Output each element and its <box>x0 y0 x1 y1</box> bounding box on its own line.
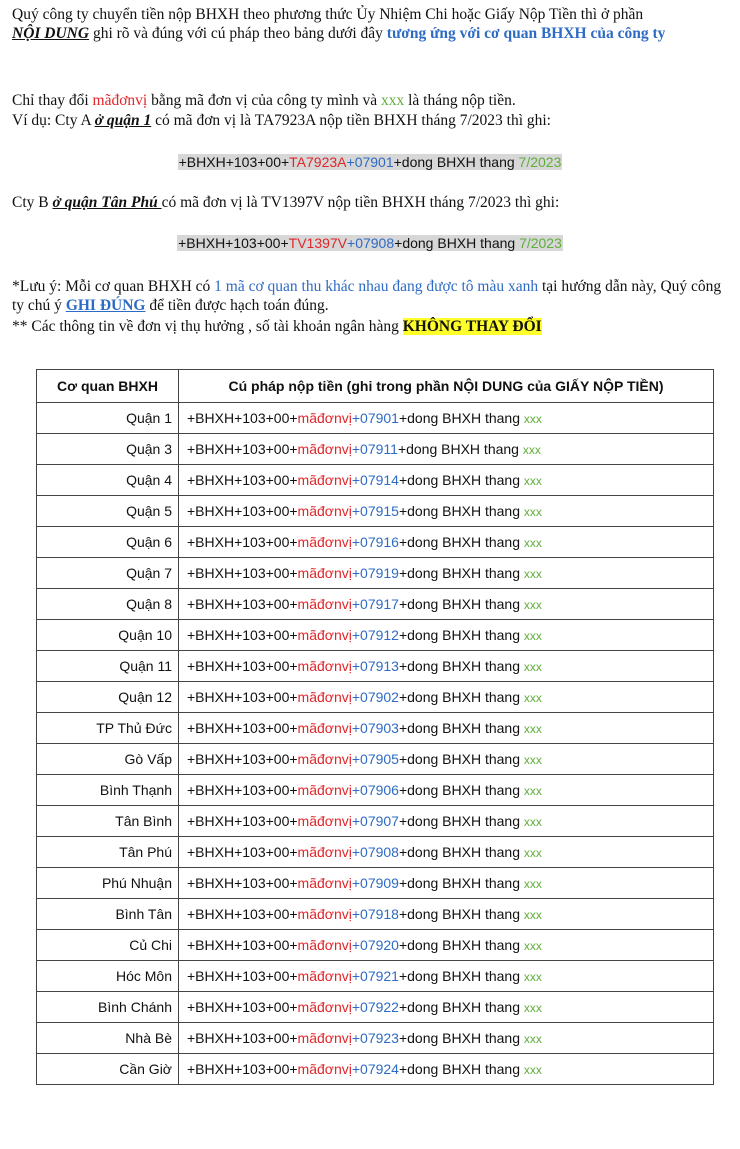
table-row <box>37 589 714 620</box>
syntax-unit: mãđơnvị <box>297 999 352 1015</box>
syntax-plus: + <box>351 968 361 984</box>
syntax-prefix: +BHXH+103+00+ <box>187 906 298 922</box>
table-row <box>37 744 714 775</box>
note-text: *Lưu ý: Mỗi cơ quan BHXH có <box>12 278 215 295</box>
syntax-suffix: +dong BHXH thang <box>398 410 524 426</box>
agency-cell: Quận 10 <box>37 620 179 651</box>
syntax-cell <box>179 682 714 713</box>
syntax-prefix: +BHXH+103+00+ <box>187 844 298 860</box>
syntax-month: 7/2023 <box>519 235 562 251</box>
syntax-unit: mãđơnvị <box>297 596 352 612</box>
syntax-prefix: +BHXH+103+00+ <box>187 999 298 1015</box>
syntax-code: 07919 <box>360 565 399 581</box>
syntax-unit: mãđơnvị <box>297 627 352 643</box>
syntax-prefix: +BHXH+103+00+ <box>187 565 298 581</box>
syntax-code: 07923 <box>360 1030 399 1046</box>
example-b-syntax <box>0 233 740 253</box>
syntax-month: xxx <box>523 1001 542 1015</box>
syntax-code: 07922 <box>360 999 399 1015</box>
agency-cell: Bình Thạnh <box>37 775 179 806</box>
agency-cell: TP Thủ Đức <box>37 713 179 744</box>
syntax-cell <box>179 403 714 434</box>
table-row <box>37 868 714 899</box>
syntax-prefix: +BHXH+103+00+ <box>187 751 298 767</box>
syntax-plus: + <box>351 844 361 860</box>
syntax-plus: + <box>351 906 361 922</box>
syntax-cell <box>179 1054 714 1085</box>
example-a-paragraph <box>12 111 728 130</box>
syntax-unit: mãđơnvị <box>297 782 352 798</box>
syntax-suffix: +dong BHXH thang <box>394 235 520 251</box>
syntax-suffix: +dong BHXH thang <box>398 503 524 519</box>
table-row <box>37 899 714 930</box>
table-row <box>37 775 714 806</box>
syntax-code: 07902 <box>360 689 399 705</box>
syntax-suffix: +dong BHXH thang <box>398 627 524 643</box>
syntax-plus: + <box>351 751 361 767</box>
syntax-plus: + <box>351 689 361 705</box>
syntax-prefix: +BHXH+103+00+ <box>187 813 298 829</box>
syntax-unit: mãđơnvị <box>297 1030 352 1046</box>
syntax-code: 07903 <box>360 720 399 736</box>
syntax-code: 07913 <box>360 658 399 674</box>
syntax-month: xxx <box>523 784 542 798</box>
syntax-month: xxx <box>523 753 542 767</box>
syntax-cell <box>179 744 714 775</box>
agency-cell: Cần Giờ <box>37 1054 179 1085</box>
syntax-cell <box>179 713 714 744</box>
syntax-prefix: +BHXH+103+00+ <box>187 503 298 519</box>
syntax-cell <box>179 930 714 961</box>
syntax-suffix: +dong BHXH thang <box>397 441 523 457</box>
syntax-suffix: +dong BHXH thang <box>398 782 524 798</box>
syntax-plus: + <box>351 875 361 891</box>
syntax-month: xxx <box>523 598 542 612</box>
agency-cell: Bình Tân <box>37 899 179 930</box>
syntax-plus: + <box>351 937 361 953</box>
example-a-syntax <box>0 152 740 172</box>
table-body <box>37 403 714 1085</box>
syntax-unit: mãđơnvị <box>297 937 352 953</box>
syntax-prefix: +BHXH+103+00+ <box>187 410 298 426</box>
syntax-code: 07907 <box>360 813 399 829</box>
syntax-unit: mãđơnvị <box>297 658 352 674</box>
agency-cell: Tân Phú <box>37 837 179 868</box>
syntax-unit: mãđơnvị <box>297 813 352 829</box>
syntax-cell <box>179 806 714 837</box>
syntax-code: 07917 <box>360 596 399 612</box>
syntax-code: 07905 <box>360 751 399 767</box>
syntax-plus: + <box>351 782 361 798</box>
intro-paragraph <box>12 5 728 43</box>
syntax-cell <box>179 527 714 558</box>
syntax-plus: + <box>351 813 361 829</box>
agency-cell: Quận 3 <box>37 434 179 465</box>
syntax-month: 7/2023 <box>518 154 562 170</box>
syntax-suffix: +dong BHXH thang <box>398 658 524 674</box>
syntax-plus: + <box>347 235 356 251</box>
agency-cell: Bình Chánh <box>37 992 179 1023</box>
syntax-cell <box>179 558 714 589</box>
syntax-prefix: +BHXH+103+00+ <box>187 875 298 891</box>
agency-cell: Tân Bình <box>37 806 179 837</box>
syntax-cell <box>179 992 714 1023</box>
syntax-suffix: +dong BHXH thang <box>398 906 524 922</box>
agency-cell: Hóc Môn <box>37 961 179 992</box>
syntax-suffix: +dong BHXH thang <box>398 999 524 1015</box>
note-2-text: ** Các thông tin về đơn vị thụ hưởng , số tài khoản ngân hàng <box>12 318 403 335</box>
syntax-code: 07912 <box>360 627 399 643</box>
syntax-table <box>36 369 714 1085</box>
note-text-3: để tiền được hạch toán đúng. <box>145 297 329 314</box>
syntax-unit: mãđơnvị <box>297 968 352 984</box>
note-2-paragraph <box>12 317 728 336</box>
agency-cell: Quận 1 <box>37 403 179 434</box>
syntax-unit: mãđơnvị <box>297 441 352 457</box>
syntax-unit: TV1397V <box>288 235 348 251</box>
table-row <box>37 527 714 558</box>
syntax-plus: + <box>351 503 361 519</box>
syntax-cell <box>179 837 714 868</box>
syntax-month: xxx <box>522 443 541 457</box>
syntax-month: xxx <box>523 474 542 488</box>
syntax-prefix: +BHXH+103+00+ <box>187 1030 298 1046</box>
syntax-code: 07920 <box>360 937 399 953</box>
syntax-prefix: +BHXH+103+00+ <box>187 627 298 643</box>
syntax-unit: mãđơnvị <box>297 875 352 891</box>
instruction-text: Chỉ thay đổi <box>12 92 93 109</box>
example-a-location: ở quận 1 <box>94 112 152 129</box>
agency-cell: Gò Vấp <box>37 744 179 775</box>
syntax-cell <box>179 465 714 496</box>
syntax-suffix: +dong BHXH thang <box>398 844 524 860</box>
agency-cell: Quận 12 <box>37 682 179 713</box>
example-b-paragraph <box>12 193 728 212</box>
syntax-month: xxx <box>523 412 542 426</box>
example-b-text-2: có mã đơn vị là TV1397V nộp tiền BHXH tháng 7/2023 thì ghi: <box>161 194 560 211</box>
syntax-unit: mãđơnvị <box>297 534 352 550</box>
syntax-month: xxx <box>523 629 542 643</box>
instruction-text-3: là tháng nộp tiền. <box>404 92 516 109</box>
syntax-suffix: +dong BHXH thang <box>398 689 524 705</box>
syntax-cell <box>179 651 714 682</box>
syntax-suffix: +dong BHXH thang <box>398 534 524 550</box>
table-row <box>37 682 714 713</box>
syntax-unit: mãđơnvị <box>297 689 352 705</box>
syntax-plus: + <box>351 534 361 550</box>
syntax-suffix: +dong BHXH thang <box>398 1030 524 1046</box>
intro-text-2: ghi rõ và đúng với cú pháp theo bảng dưới đây <box>89 25 387 42</box>
syntax-suffix: +dong BHXH thang <box>398 937 524 953</box>
instruction-paragraph <box>12 91 728 110</box>
syntax-month: xxx <box>523 722 542 736</box>
syntax-unit: mãđơnvị <box>297 1061 352 1077</box>
syntax-suffix: +dong BHXH thang <box>398 1061 524 1077</box>
syntax-cell <box>179 1023 714 1054</box>
syntax-prefix: +BHXH+103+00+ <box>187 1061 298 1077</box>
syntax-code: 07918 <box>360 906 399 922</box>
table-row <box>37 403 714 434</box>
table-row <box>37 496 714 527</box>
syntax-unit: mãđơnvị <box>297 410 352 426</box>
syntax-month: xxx <box>523 970 542 984</box>
syntax-month: xxx <box>523 1063 542 1077</box>
syntax-plus: + <box>351 627 361 643</box>
syntax-code: 07909 <box>360 875 399 891</box>
example-a-text-2: có mã đơn vị là TA7923A nộp tiền BHXH tháng 7/2023 thì ghi: <box>151 112 551 129</box>
note-paragraph <box>12 277 728 315</box>
agency-cell: Quận 4 <box>37 465 179 496</box>
syntax-unit: TA7923A <box>289 154 347 170</box>
syntax-prefix: +BHXH+103+00+ <box>187 720 298 736</box>
table-row <box>37 651 714 682</box>
syntax-suffix: +dong BHXH thang <box>398 720 524 736</box>
syntax-code: 07901 <box>354 154 394 170</box>
syntax-unit: mãđơnvị <box>297 565 352 581</box>
syntax-cell <box>179 434 714 465</box>
table-row <box>37 558 714 589</box>
syntax-cell <box>179 899 714 930</box>
syntax-month: xxx <box>523 1032 542 1046</box>
table-row <box>37 930 714 961</box>
agency-cell: Phú Nhuận <box>37 868 179 899</box>
syntax-code: 07908 <box>360 844 399 860</box>
syntax-prefix: +BHXH+103+00+ <box>187 534 298 550</box>
syntax-suffix: +dong BHXH thang <box>398 968 524 984</box>
syntax-unit: mãđơnvị <box>297 844 352 860</box>
note-text-2: tại hướng dẫn này, Quý công ty chú ý <box>12 278 722 314</box>
syntax-prefix: +BHXH+103+00+ <box>187 441 298 457</box>
table-row <box>37 1023 714 1054</box>
table-row <box>37 620 714 651</box>
syntax-plus: + <box>351 999 361 1015</box>
table-row <box>37 806 714 837</box>
table-row <box>37 465 714 496</box>
syntax-prefix: +BHXH+103+00+ <box>187 937 298 953</box>
example-a-text: Ví dụ: Cty A <box>12 112 95 129</box>
syntax-cell <box>179 496 714 527</box>
syntax-cell <box>179 620 714 651</box>
syntax-code: 07924 <box>360 1061 399 1077</box>
syntax-plus: + <box>351 410 361 426</box>
instruction-text-2: bằng mã đơn vị của công ty mình và <box>147 92 381 109</box>
table-row <box>37 961 714 992</box>
syntax-prefix: +BHXH+103+00+ <box>178 235 289 251</box>
month-placeholder: xxx <box>380 92 405 109</box>
syntax-month: xxx <box>523 939 542 953</box>
agency-cell: Nhà Bè <box>37 1023 179 1054</box>
syntax-plus: + <box>351 1061 361 1077</box>
syntax-prefix: +BHXH+103+00+ <box>187 472 298 488</box>
unchanged-highlight: KHÔNG THAY ĐỔI <box>402 318 542 335</box>
agency-cell: Quận 6 <box>37 527 179 558</box>
syntax-plus: + <box>351 658 361 674</box>
header-agency: Cơ quan BHXH <box>37 370 179 403</box>
syntax-cell <box>179 961 714 992</box>
syntax-month: xxx <box>523 567 542 581</box>
agency-cell: Quận 7 <box>37 558 179 589</box>
syntax-prefix: +BHXH+103+00+ <box>187 968 298 984</box>
syntax-month: xxx <box>523 536 542 550</box>
syntax-suffix: +dong BHXH thang <box>398 813 524 829</box>
noi-dung-label: NỘI DUNG <box>12 25 90 42</box>
table-header-row <box>37 370 714 403</box>
agency-cell: Củ Chi <box>37 930 179 961</box>
table-row <box>37 992 714 1023</box>
intro-agency-note: tương ứng với cơ quan BHXH của công ty <box>386 25 666 42</box>
syntax-unit: mãđơnvị <box>297 720 352 736</box>
syntax-suffix: +dong BHXH thang <box>398 565 524 581</box>
intro-text: Quý công ty chuyển tiền nộp BHXH theo phương thức Ủy Nhiệm Chi hoặc Giấy Nộp Tiền thì ở phần <box>12 6 644 23</box>
syntax-plus: + <box>351 441 361 457</box>
syntax-plus: + <box>351 596 361 612</box>
table-row <box>37 1054 714 1085</box>
syntax-plus: + <box>351 472 361 488</box>
syntax-prefix: +BHXH+103+00+ <box>187 658 298 674</box>
unit-code-placeholder: mãđơnvị <box>92 92 148 109</box>
syntax-code: 07901 <box>360 410 399 426</box>
syntax-unit: mãđơnvị <box>297 503 352 519</box>
syntax-month: xxx <box>523 846 542 860</box>
syntax-code: 07914 <box>360 472 399 488</box>
syntax-month: xxx <box>523 691 542 705</box>
syntax-plus: + <box>351 1030 361 1046</box>
syntax-prefix: +BHXH+103+00+ <box>187 596 298 612</box>
syntax-prefix: +BHXH+103+00+ <box>187 689 298 705</box>
agency-cell: Quận 5 <box>37 496 179 527</box>
ghi-dung-label: GHI ĐÚNG <box>65 297 146 314</box>
table-row <box>37 837 714 868</box>
table-row <box>37 434 714 465</box>
syntax-code: 07921 <box>360 968 399 984</box>
example-b-text: Cty B <box>12 194 53 211</box>
syntax-suffix: +dong BHXH thang <box>398 875 524 891</box>
agency-cell: Quận 8 <box>37 589 179 620</box>
syntax-suffix: +dong BHXH thang <box>398 751 524 767</box>
syntax-cell <box>179 775 714 806</box>
syntax-suffix: +dong BHXH thang <box>393 154 519 170</box>
syntax-plus: + <box>346 154 355 170</box>
syntax-month: xxx <box>523 815 542 829</box>
syntax-code: 07911 <box>360 441 398 457</box>
syntax-plus: + <box>351 565 361 581</box>
syntax-cell <box>179 589 714 620</box>
syntax-plus: + <box>351 720 361 736</box>
syntax-month: xxx <box>523 660 542 674</box>
table-row <box>37 713 714 744</box>
syntax-prefix: +BHXH+103+00+ <box>178 154 290 170</box>
syntax-code: 07915 <box>360 503 399 519</box>
syntax-code: 07908 <box>355 235 395 251</box>
syntax-suffix: +dong BHXH thang <box>398 596 524 612</box>
syntax-month: xxx <box>523 505 542 519</box>
header-syntax: Cú pháp nộp tiền (ghi trong phần NỘI DUNG của GIẤY NỘP TIỀN) <box>179 370 714 403</box>
agency-cell: Quận 11 <box>37 651 179 682</box>
note-blue-text: 1 mã cơ quan thu khác nhau đang được tô màu xanh <box>214 278 539 295</box>
syntax-code: 07916 <box>360 534 399 550</box>
syntax-prefix: +BHXH+103+00+ <box>187 782 298 798</box>
syntax-month: xxx <box>523 908 542 922</box>
syntax-unit: mãđơnvị <box>297 751 352 767</box>
syntax-month: xxx <box>523 877 542 891</box>
syntax-cell <box>179 868 714 899</box>
syntax-unit: mãđơnvị <box>297 906 352 922</box>
syntax-suffix: +dong BHXH thang <box>398 472 524 488</box>
syntax-unit: mãđơnvị <box>297 472 352 488</box>
example-b-location: ở quận Tân Phú <box>52 194 162 211</box>
syntax-code: 07906 <box>360 782 399 798</box>
